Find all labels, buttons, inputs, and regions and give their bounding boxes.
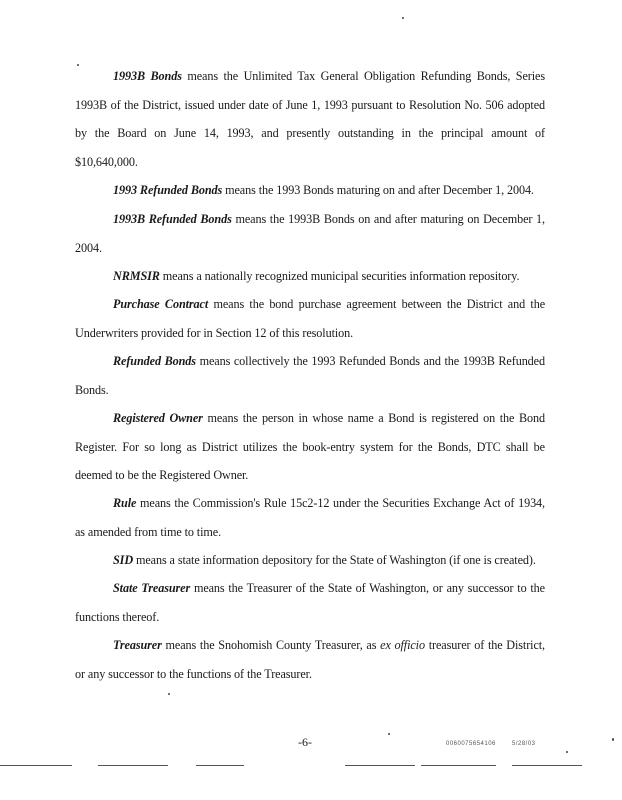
definition-text: means the Commission's Rule 15c2-12 under the Securities Exchange Act of 1934, xyxy=(136,496,545,510)
definition-text-end: as amended from time to time. xyxy=(75,524,222,539)
defined-term: Treasurer xyxy=(113,638,162,652)
scan-speck xyxy=(77,64,79,66)
definition-first-line xyxy=(75,290,545,319)
definition-text: means the 1993B Bonds on and after maturing on December 1, xyxy=(231,212,546,226)
definition-1993b-refunded-bonds xyxy=(75,205,545,262)
definition-first-line xyxy=(75,205,545,234)
defined-term: Registered Owner xyxy=(113,411,203,425)
definition-1993b-bonds xyxy=(75,62,545,176)
definition-refunded-bonds xyxy=(75,347,545,404)
definition-text-end: or any successor to the functions of the Treasurer. xyxy=(75,666,312,681)
definition-state-treasurer xyxy=(75,574,545,631)
definition-first-line xyxy=(75,262,545,291)
defined-term: 1993B Refunded Bonds xyxy=(113,212,232,226)
page-number: -6- xyxy=(298,735,312,749)
definition-text-end: $10,640,000. xyxy=(75,154,138,169)
scan-speck xyxy=(612,738,614,741)
definition-text: means the bond purchase agreement between the District and the xyxy=(208,297,545,311)
definition-text: means the person in whose name a Bond is registered on the Bond xyxy=(202,411,545,425)
definition-first-line xyxy=(75,574,545,603)
definition-first-line xyxy=(75,347,545,376)
defined-term: State Treasurer xyxy=(113,581,191,595)
footer-scan-line xyxy=(421,765,496,766)
definition-italic-phrase: ex officio xyxy=(380,638,425,652)
defined-term: 1993B Bonds xyxy=(113,69,182,83)
defined-term: 1993 Refunded Bonds xyxy=(113,183,223,197)
document-date: 5/28/03 xyxy=(512,741,536,747)
definition-1993-refunded-bonds xyxy=(75,176,545,205)
definition-text: means the Snohomish County Treasurer, as xyxy=(161,638,381,652)
definition-sid xyxy=(75,546,545,575)
definition-text-end: Bonds. xyxy=(75,382,109,397)
scan-speck xyxy=(402,17,404,19)
footer-scan-line xyxy=(345,765,415,766)
definition-rule xyxy=(75,489,545,546)
footer-scan-line xyxy=(196,765,244,766)
definition-first-line xyxy=(75,176,545,205)
defined-term: SID xyxy=(113,553,134,567)
definition-text: treasurer of the District, xyxy=(424,638,545,652)
scan-speck xyxy=(388,733,390,735)
definition-text: means the Treasurer of the State of Washington, or any successor to the xyxy=(190,581,545,595)
definition-text-end: Underwriters provided for in Section 12 of this resolution. xyxy=(75,325,354,340)
definition-text: means the Unlimited Tax General Obligation Refunding Bonds, Series xyxy=(181,69,545,83)
definition-text-end: deemed to be the Registered Owner. xyxy=(75,468,249,482)
definition-first-line xyxy=(75,546,545,575)
footer-scan-line xyxy=(512,765,582,766)
definition-text: means a state information depository for the State of Washington (if one is created). xyxy=(133,553,536,567)
definition-first-line xyxy=(75,404,545,433)
defined-term: NRMSIR xyxy=(113,269,160,283)
defined-term: Rule xyxy=(113,496,137,510)
defined-term: Purchase Contract xyxy=(113,297,209,311)
definition-first-line xyxy=(75,489,545,518)
definition-registered-owner xyxy=(75,404,545,490)
definition-first-line xyxy=(75,62,545,91)
definition-text-continued: Register. For so long as District utilizes the book-entry system for the Bonds, DTC shall be xyxy=(75,439,545,454)
defined-term: Refunded Bonds xyxy=(113,354,196,368)
definition-purchase-contract xyxy=(75,290,545,347)
document-id: 0060075654106 xyxy=(446,741,496,747)
definition-text-end: 2004. xyxy=(75,240,102,255)
definition-text: means a nationally recognized municipal securities information repository. xyxy=(159,269,520,283)
scan-speck xyxy=(566,751,568,753)
definition-text: means the 1993 Bonds maturing on and after December 1, 2004. xyxy=(222,183,534,197)
definition-text-continued: 1993B of the District, issued under date of June 1, 1993 pursuant to Resolution No. 506 adopted by the Board on June 14, 1993, and presently outstanding in the principal amount of xyxy=(75,97,545,140)
definition-treasurer xyxy=(75,631,545,688)
definition-first-line xyxy=(75,631,545,660)
footer-scan-line xyxy=(0,765,72,766)
footer-scan-line xyxy=(98,765,168,766)
scan-speck xyxy=(168,693,170,695)
definition-text: means collectively the 1993 Refunded Bonds and the 1993B Refunded xyxy=(195,354,545,368)
definition-nrmsir xyxy=(75,262,545,291)
definition-text-end: functions thereof. xyxy=(75,609,160,624)
